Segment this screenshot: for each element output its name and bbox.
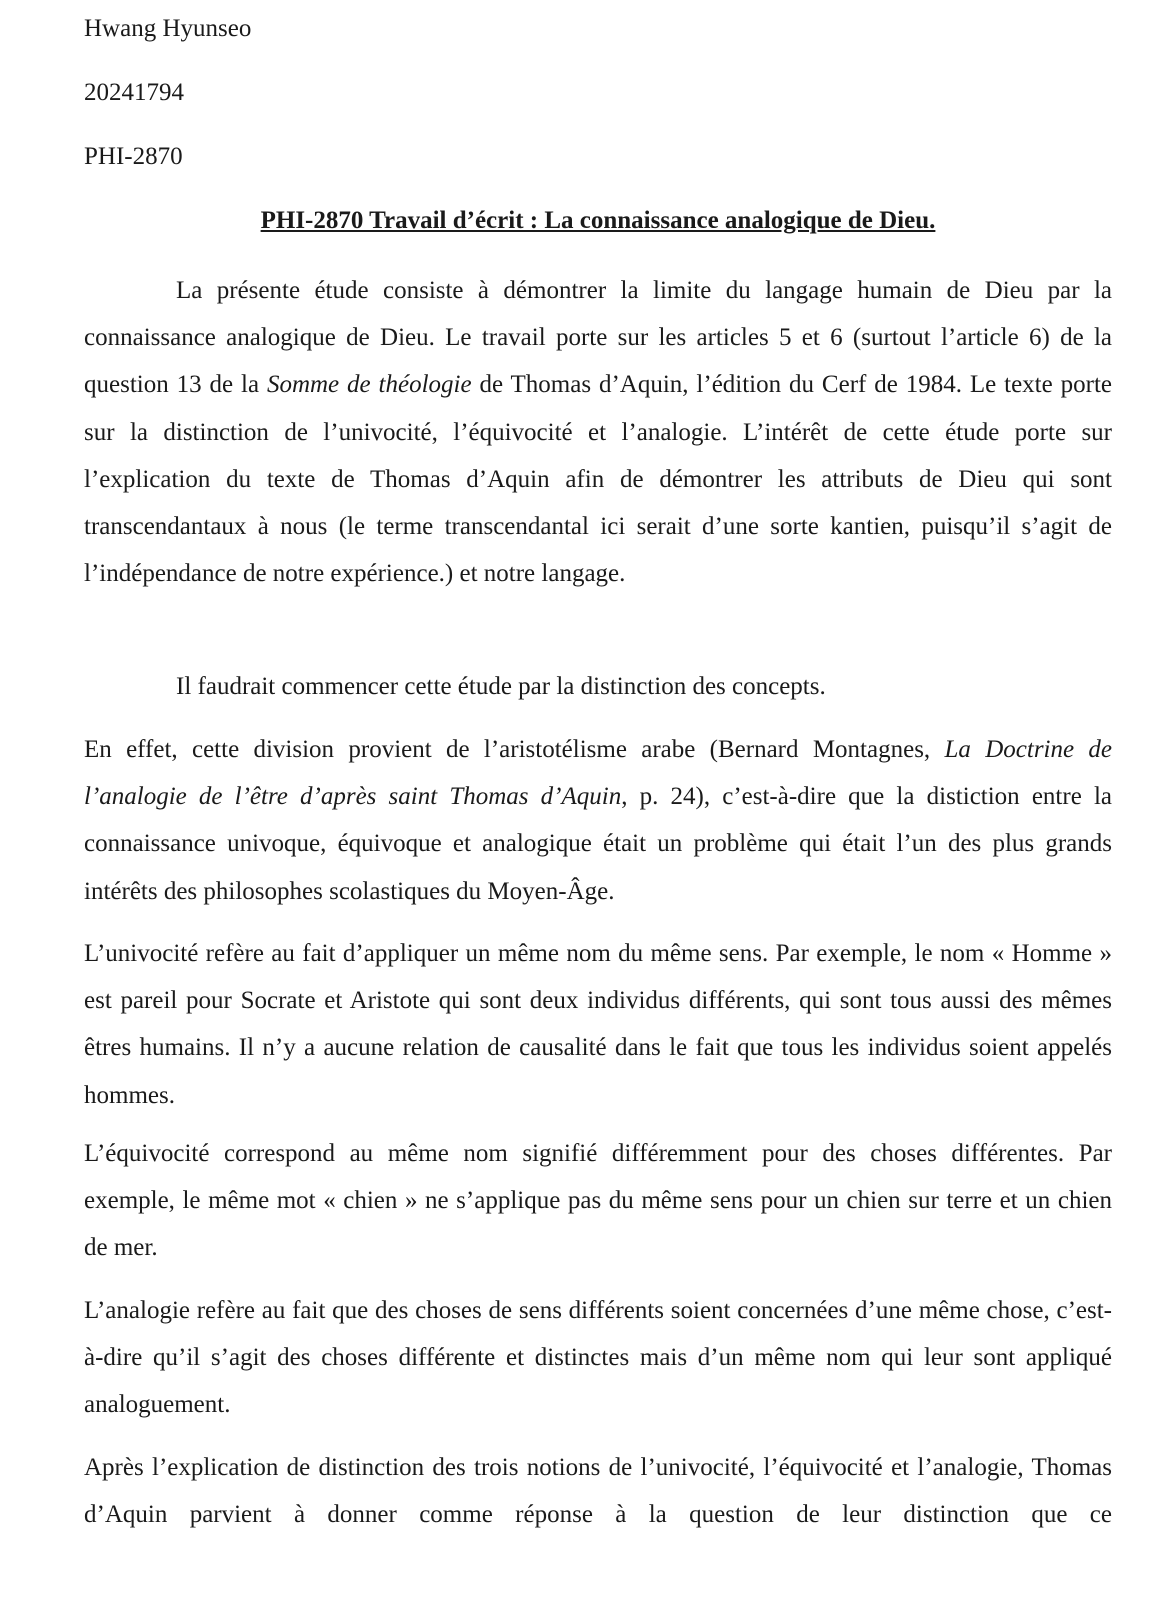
paragraph-text: En effet, cette division provient de l’aristotélisme arabe (Bernard Montagnes, [84,736,945,763]
paragraph-origin [84,726,1112,915]
paragraph-conclusion: Après l’explication de distinction des trois notions de l’univocité, l’équivocité et l’analogie, Thomas d’Aquin parvient à donner comme réponse à la question de leur distinction que ce [84,1454,1112,1529]
paragraph-analogy: L’analogie refère au fait que des choses de sens différents soient concernées d’une même chose, c’est-à-dire qu’il s’agit des choses différente et distinctes mais d’un même nom qui leur sont appliqué analoguement. [84,1297,1112,1419]
student-id: 20241794 [84,79,184,106]
paragraph-univocity: L’univocité refère au fait d’appliquer un même nom du même sens. Par exemple, le nom « Homme » est pareil pour Socrate et Aristote qui sont deux individus différents, qui sont tous aussi des mêmes êtres humains. Il n’y a aucune relation de causalité dans le fait que tous les individus soient appelés hommes. [84,940,1112,1109]
paragraph-concepts: Il faudrait commencer cette étude par la distinction des concepts. [176,673,826,700]
document-title: PHI-2870 Travail d’écrit : La connaissance analogique de Dieu. [260,207,936,234]
book-title: La Doctrine de l’analogie de l’être d’après saint Thomas d’Aquin [84,736,1112,811]
paragraph-text: , p. 24), c’est-à-dire que la distiction entre la connaissance univoque, équivoque et analogique était un problème qui était l’un des plus grands intérêts des philosophes scolastiques du Moyen-Âge. [84,783,1112,905]
paragraph-equivocity: L’équivocité correspond au même nom signifié différemment pour des choses différentes. Par exemple, le même mot « chien » ne s’applique pas du même sens pour un chien sur terre et un chien de mer. [84,1140,1112,1262]
paragraph-text: La présente étude consiste à démontrer la limite du langage humain de Dieu par la connaissance analogique de Dieu. Le travail porte sur les articles 5 et 6 (surtout l’article 6) de la question 13 de la [84,277,1112,399]
course-code: PHI-2870 [84,143,183,170]
author-name: Hwang Hyunseo [84,15,252,42]
book-title: Somme de théologie [266,371,472,399]
paragraph-introduction [84,267,1112,597]
paragraph-text: de Thomas d’Aquin, l’édition du Cerf de 1984. Le texte porte sur la distinction de l’univocité, l’équivocité et l’analogie. L’intérêt de cette étude porte sur l’explication du texte de Thomas d’Aquin afin de démontrer les attributs de Dieu qui sont transcendantaux à nous (le terme transcendantal ici serait d’une sorte kantien, puisqu’il s’agit de l’indépendance de notre expérience.) et notre langage. [84,371,1112,588]
